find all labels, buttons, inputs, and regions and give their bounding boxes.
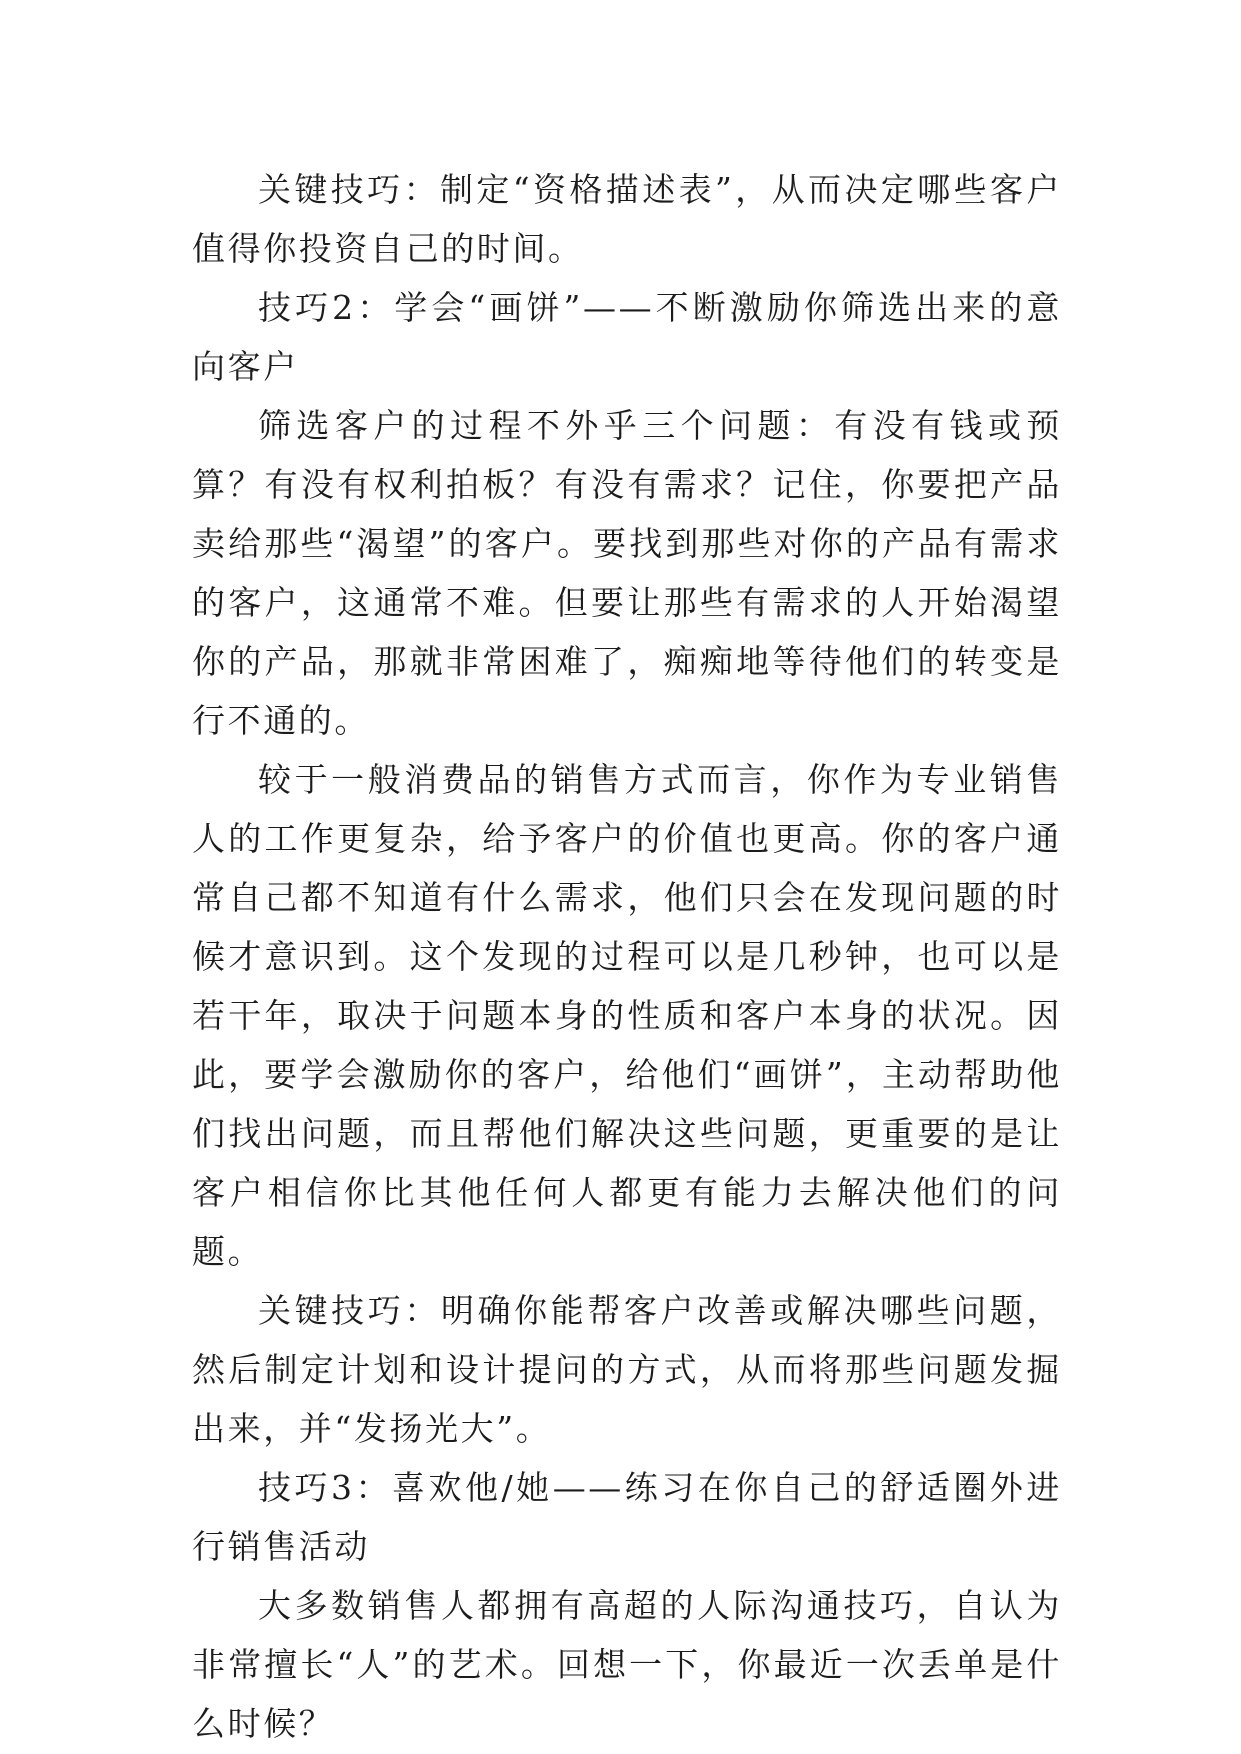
paragraph-heading-tip-2: 技巧2：学会“画饼”——不断激励你筛选出来的意向客户 xyxy=(192,288,1062,386)
paragraph-key-tip-2: 关键技巧：明确你能帮客户改善或解决哪些问题，然后制定计划和设计提问的方式，从而将那些问题发掘出来，并“发扬光大”。 xyxy=(192,1291,1062,1448)
paragraph-key-tip-1: 关键技巧：制定“资格描述表”，从而决定哪些客户值得你投资自己的时间。 xyxy=(192,170,1062,268)
paragraph-screening: 筛选客户的过程不外乎三个问题：有没有钱或预算？有没有权利拍板？有没有需求？记住，你要把产品卖给那些“渴望”的客户。要找到那些对你的产品有需求的客户，这通常不难。但要让那些有需求的人开始渴望你的产品，那就非常困难了，痴痴地等待他们的转变是行不通的。 xyxy=(192,406,1062,740)
paragraph-consumer-goods: 较于一般消费品的销售方式而言，你作为专业销售人的工作更复杂，给予客户的价值也更高。你的客户通常自己都不知道有什么需求，他们只会在发现问题的时候才意识到。这个发现的过程可以是几秒钟，也可以是若干年，取决于问题本身的性质和客户本身的状况。因此，要学会激励你的客户，给他们“画饼”，主动帮助他们找出问题，而且帮他们解决这些问题，更重要的是让客户相信你比其他任何人都更有能力去解决他们的问题。 xyxy=(192,760,1062,1271)
body-text xyxy=(192,160,1062,1753)
paragraph-heading-tip-3: 技巧3：喜欢他/她——练习在你自己的舒适圈外进行销售活动 xyxy=(192,1468,1062,1566)
paragraph-interpersonal: 大多数销售人都拥有高超的人际沟通技巧，自认为非常擅长“人”的艺术。回想一下，你最近一次丢单是什么时候？ xyxy=(192,1586,1062,1743)
